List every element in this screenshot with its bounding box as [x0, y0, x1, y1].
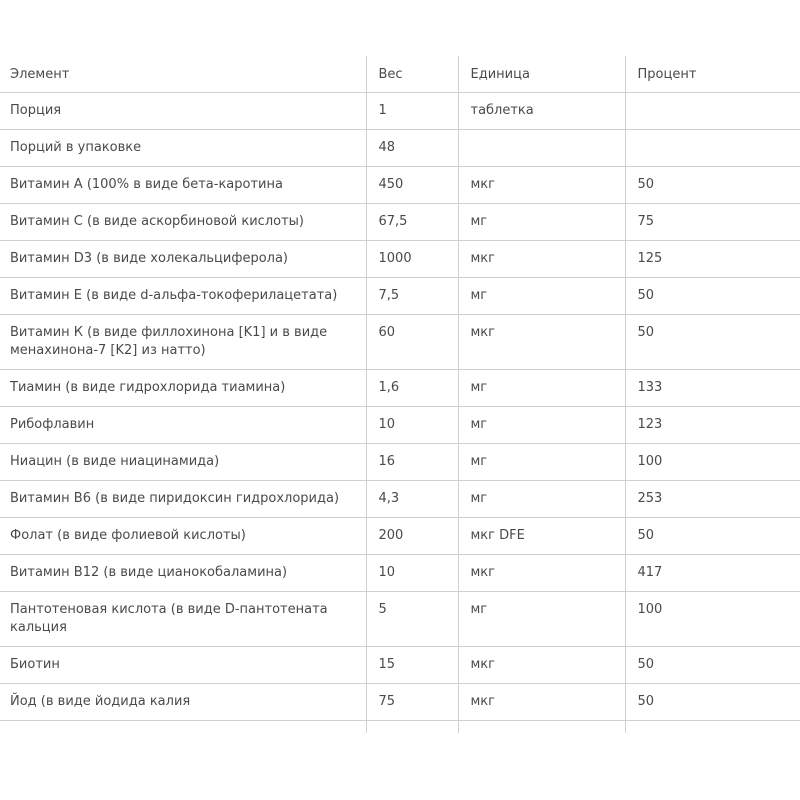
cell-weight: 4,3 [366, 481, 458, 518]
cell-percent: 253 [625, 481, 800, 518]
cell-unit: мг [458, 481, 625, 518]
cell-unit: мкг [458, 315, 625, 370]
cell-weight: 60 [366, 315, 458, 370]
cell-element: Витамин В12 (в виде цианокобаламина) [0, 555, 366, 592]
table-row [0, 407, 800, 444]
cell-unit: мкг [458, 167, 625, 204]
cell-element: Витамин В6 (в виде пиридоксин гидрохлорида) [0, 481, 366, 518]
cell-weight: 16 [366, 444, 458, 481]
table-row [0, 315, 800, 370]
cell-percent [625, 130, 800, 167]
cell-weight: 10 [366, 555, 458, 592]
cell-element: Порций в упаковке [0, 130, 366, 167]
table-row [0, 684, 800, 721]
cell-percent: 50 [625, 647, 800, 684]
cell-percent: 123 [625, 407, 800, 444]
cell-element: Фолат (в виде фолиевой кислоты) [0, 518, 366, 555]
cell-percent: 75 [625, 204, 800, 241]
cell-empty [625, 721, 800, 734]
cell-unit: мкг [458, 684, 625, 721]
cell-percent: 50 [625, 518, 800, 555]
table-row [0, 592, 800, 647]
cell-weight: 7,5 [366, 278, 458, 315]
cell-weight: 10 [366, 407, 458, 444]
cell-unit: таблетка [458, 93, 625, 130]
cell-element: Биотин [0, 647, 366, 684]
cell-percent: 125 [625, 241, 800, 278]
cell-weight: 1000 [366, 241, 458, 278]
table-row [0, 555, 800, 592]
table-row [0, 370, 800, 407]
cell-unit [458, 130, 625, 167]
cell-empty [0, 721, 366, 734]
table-row [0, 278, 800, 315]
cell-unit: мг [458, 204, 625, 241]
cell-element: Порция [0, 93, 366, 130]
cell-element: Пантотеновая кислота (в виде D-пантотената кальция [0, 592, 366, 647]
cell-empty [366, 721, 458, 734]
cell-unit: мкг [458, 241, 625, 278]
cell-unit: мкг [458, 555, 625, 592]
nutrition-table [0, 56, 800, 733]
cell-percent: 417 [625, 555, 800, 592]
cell-element: Тиамин (в виде гидрохлорида тиамина) [0, 370, 366, 407]
cell-weight: 15 [366, 647, 458, 684]
cell-element: Витамин К (в виде филлохинона [K1] и в виде менахинона-7 [K2] из натто) [0, 315, 366, 370]
cell-weight: 5 [366, 592, 458, 647]
cell-weight: 200 [366, 518, 458, 555]
table-row [0, 518, 800, 555]
cell-percent: 50 [625, 278, 800, 315]
cell-element: Витамин А (100% в виде бета-каротина [0, 167, 366, 204]
cell-weight: 75 [366, 684, 458, 721]
table-body [0, 93, 800, 734]
cell-unit: мг [458, 278, 625, 315]
cell-percent: 133 [625, 370, 800, 407]
table-row [0, 444, 800, 481]
cell-percent: 50 [625, 167, 800, 204]
cell-weight: 1 [366, 93, 458, 130]
cell-unit: мг [458, 592, 625, 647]
nutrition-table-container [0, 56, 800, 740]
cell-percent [625, 93, 800, 130]
cell-element: Витамин Е (в виде d-альфа-токоферилацетата) [0, 278, 366, 315]
table-row-partial [0, 721, 800, 734]
cell-weight: 48 [366, 130, 458, 167]
table-row [0, 204, 800, 241]
cell-element: Ниацин (в виде ниацинамида) [0, 444, 366, 481]
cell-unit: мг [458, 370, 625, 407]
cell-weight: 450 [366, 167, 458, 204]
header-weight: Вес [366, 56, 458, 93]
header-percent: Процент [625, 56, 800, 93]
cell-element: Витамин D3 (в виде холекальциферола) [0, 241, 366, 278]
header-element: Элемент [0, 56, 366, 93]
cell-unit: мг [458, 407, 625, 444]
cell-weight: 67,5 [366, 204, 458, 241]
cell-percent: 100 [625, 444, 800, 481]
table-row [0, 93, 800, 130]
cell-unit: мкг [458, 647, 625, 684]
cell-element: Йод (в виде йодида калия [0, 684, 366, 721]
cell-element: Рибофлавин [0, 407, 366, 444]
table-header-row [0, 56, 800, 93]
table-row [0, 647, 800, 684]
header-unit: Единица [458, 56, 625, 93]
cell-percent: 100 [625, 592, 800, 647]
table-row [0, 481, 800, 518]
cell-element: Витамин С (в виде аскорбиновой кислоты) [0, 204, 366, 241]
cell-unit: мкг DFE [458, 518, 625, 555]
cell-weight: 1,6 [366, 370, 458, 407]
cell-empty [458, 721, 625, 734]
cell-unit: мг [458, 444, 625, 481]
cell-percent: 50 [625, 315, 800, 370]
table-row [0, 241, 800, 278]
cell-percent: 50 [625, 684, 800, 721]
table-row [0, 130, 800, 167]
table-row [0, 167, 800, 204]
